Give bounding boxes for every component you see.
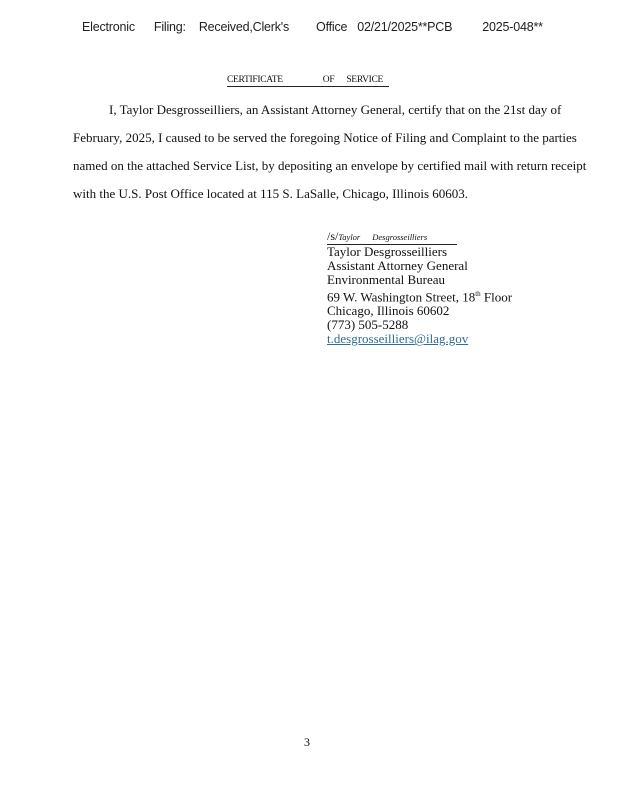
address-floor-text: Floor xyxy=(480,289,513,305)
filing-stamp-header xyxy=(82,20,543,34)
certificate-body xyxy=(73,96,587,208)
header-filing: Filing: xyxy=(153,20,186,34)
signer-email-row xyxy=(327,332,512,346)
address-street-text: 69 W. Washington Street, 18 xyxy=(327,289,476,305)
title-word-certificate: CERTIFICATE xyxy=(227,75,283,85)
header-office: Office xyxy=(316,20,348,34)
page-title xyxy=(227,75,389,87)
signature-block xyxy=(327,230,512,346)
title-word-of: OF xyxy=(322,75,335,85)
header-received: Received,Clerk's xyxy=(198,20,290,34)
title-word-service: SERVICE xyxy=(346,75,384,85)
address-ordinal-suffix: th xyxy=(475,290,481,298)
header-electronic: Electronic xyxy=(82,20,135,34)
header-case-number: 2025-048** xyxy=(482,20,543,34)
header-date-pcb: 02/21/2025**PCB xyxy=(357,20,453,34)
signature-script-last: Desgrosseilliers xyxy=(372,232,428,242)
page-number: 3 xyxy=(304,735,310,749)
signature-script-first: Taylor xyxy=(338,232,361,242)
signer-address-city: Chicago, Illinois 60602 xyxy=(327,303,450,319)
signature-prefix: /s/ xyxy=(327,229,339,243)
signer-bureau: Environmental Bureau xyxy=(327,272,446,287)
body-line-4: with the U.S. Post Office located at 115 S. LaSalle, Chicago, Illinois 60603. xyxy=(73,186,469,201)
body-line-2: February, 2025, I caused to be served the foregoing Notice of Filing and Complaint to the parties xyxy=(73,130,577,145)
signer-role: Assistant Attorney General xyxy=(327,258,468,273)
signer-phone: (773) 505-5288 xyxy=(327,317,409,333)
signer-name: Taylor Desgrosseilliers xyxy=(327,244,448,259)
signer-address-street xyxy=(327,287,512,304)
signature-line xyxy=(327,230,457,245)
body-line-1: I, Taylor Desgrosseilliers, an Assistant Attorney General, certify that on the 21st day of xyxy=(109,102,562,117)
body-line-3: named on the attached Service List, by depositing an envelope by certified mail with return receipt xyxy=(73,158,587,173)
signer-email-link[interactable]: t.desgrosseilliers@ilag.gov xyxy=(327,331,469,347)
